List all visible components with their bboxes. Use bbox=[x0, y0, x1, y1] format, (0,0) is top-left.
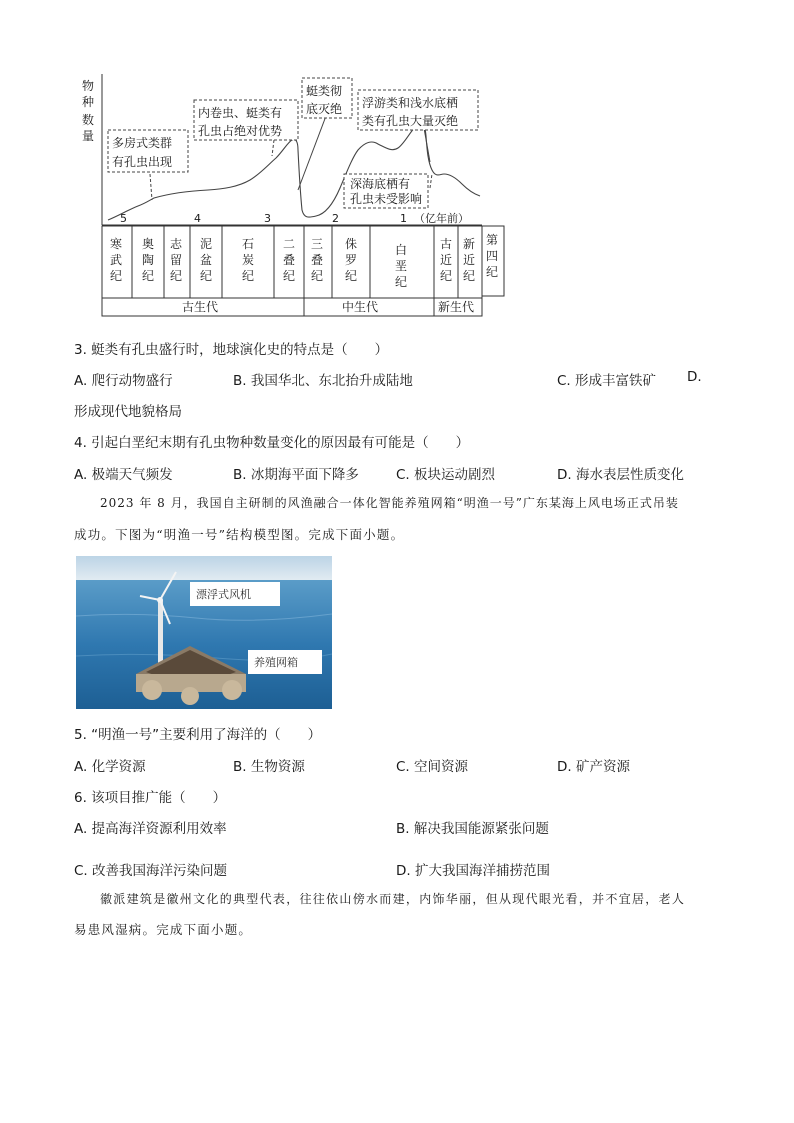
svg-text:志: 志 bbox=[170, 237, 183, 251]
q6-option-b[interactable]: B. 解决我国能源紧张问题 bbox=[396, 821, 549, 837]
tick-5: 5 bbox=[120, 212, 127, 225]
svg-text:近: 近 bbox=[463, 253, 476, 267]
annotation-deep-sea bbox=[344, 174, 428, 208]
y-axis-label-2: 种 bbox=[82, 95, 95, 109]
mingyu-photo bbox=[76, 556, 332, 709]
sky bbox=[76, 556, 332, 582]
svg-text:炭: 炭 bbox=[242, 253, 255, 267]
q5-option-d[interactable]: D. 矿产资源 bbox=[557, 759, 630, 775]
annotation-deep-sea-line1: 深海底栖有 bbox=[350, 177, 411, 191]
q5-stem: 5. “明渔一号”主要利用了海洋的（ ） bbox=[74, 727, 322, 743]
svg-text:寒: 寒 bbox=[110, 237, 123, 251]
annotation-fusulinid-dominant-line2: 孔虫占绝对优势 bbox=[198, 124, 283, 138]
y-axis-label-3: 数 bbox=[82, 113, 95, 127]
svg-text:第: 第 bbox=[486, 233, 499, 247]
svg-text:近: 近 bbox=[440, 253, 453, 267]
svg-text:垩: 垩 bbox=[395, 259, 408, 273]
period-triassic bbox=[311, 237, 323, 283]
annotation-fusulinid-extinct bbox=[302, 78, 352, 118]
annotation-fusulinid-extinct-line2: 底灭绝 bbox=[306, 102, 343, 116]
q3-stem: 3. 蜓类有孔虫盛行时，地球演化史的特点是（ ） bbox=[74, 342, 389, 358]
svg-text:奥: 奥 bbox=[142, 237, 155, 251]
era-cenozoic: 新生代 bbox=[438, 300, 475, 314]
q4-option-b[interactable]: B. 冰期海平面下降多 bbox=[233, 467, 359, 483]
annotation-fusulinid-dominant bbox=[194, 100, 298, 140]
svg-text:纪: 纪 bbox=[345, 269, 358, 283]
svg-text:叠: 叠 bbox=[311, 253, 324, 267]
passage1-line1: 2023 年 8 月，我国自主研制的风渔融合一体化智能养殖网箱“明渔一号”广东某海上风电场正式吊装 bbox=[100, 496, 679, 510]
era-paleozoic: 古生代 bbox=[182, 300, 219, 314]
svg-text:叠: 叠 bbox=[283, 253, 296, 267]
passage2-line2: 易患风湿病。完成下面小题。 bbox=[74, 922, 253, 937]
q4-option-d[interactable]: D. 海水表层性质变化 bbox=[557, 467, 684, 483]
q3-option-b[interactable]: B. 我国华北、东北抬升成陆地 bbox=[233, 373, 413, 389]
svg-text:侏: 侏 bbox=[345, 237, 358, 251]
svg-text:纪: 纪 bbox=[170, 269, 183, 283]
svg-text:二: 二 bbox=[283, 237, 296, 251]
q3-option-d[interactable]: D. bbox=[687, 369, 702, 385]
q3-option-c[interactable]: C. 形成丰富铁矿 bbox=[557, 373, 657, 389]
period-jurassic bbox=[345, 236, 357, 283]
period-paleogene bbox=[440, 236, 452, 283]
period-devonian bbox=[200, 237, 212, 283]
q6-option-a[interactable]: A. 提高海洋资源利用效率 bbox=[74, 821, 227, 837]
turbine-label: 漂浮式风机 bbox=[196, 588, 251, 601]
q6-option-d[interactable]: D. 扩大我国海洋捕捞范围 bbox=[396, 863, 550, 879]
period-neogene bbox=[463, 237, 475, 283]
period-carboniferous bbox=[242, 237, 254, 283]
annotation-fusulinid-extinct-line1: 蜓类彻 bbox=[306, 84, 343, 98]
svg-text:古: 古 bbox=[440, 237, 453, 251]
connector-extinction bbox=[298, 116, 326, 190]
tick-2: 2 bbox=[332, 212, 339, 225]
connector-permian bbox=[272, 140, 274, 156]
svg-text:纪: 纪 bbox=[311, 269, 324, 283]
svg-text:留: 留 bbox=[170, 253, 183, 267]
passage1-line2: 成功。下图为“明渔一号”结构模型图。完成下面小题。 bbox=[74, 527, 405, 542]
period-cambrian bbox=[110, 236, 122, 283]
q3-option-a[interactable]: A. 爬行动物盛行 bbox=[74, 373, 173, 389]
svg-text:白: 白 bbox=[395, 243, 408, 257]
annotation-deep-sea-line2: 孔虫未受影响 bbox=[350, 192, 423, 206]
x-axis-unit: （亿年前） bbox=[414, 212, 469, 225]
period-cretaceous bbox=[395, 243, 407, 289]
svg-text:盆: 盆 bbox=[200, 253, 213, 267]
svg-text:纪: 纪 bbox=[463, 269, 476, 283]
q6-stem: 6. 该项目推广能（ ） bbox=[74, 790, 227, 806]
tick-1: 1 bbox=[400, 212, 407, 225]
svg-text:纪: 纪 bbox=[283, 269, 296, 283]
q4-option-c[interactable]: C. 板块运动剧烈 bbox=[396, 467, 496, 483]
annotation-planktonic-extinct-line1: 浮游类和浅水底栖 bbox=[362, 96, 459, 110]
q5-option-c[interactable]: C. 空间资源 bbox=[396, 759, 469, 775]
q6-option-c[interactable]: C. 改善我国海洋污染问题 bbox=[74, 863, 228, 879]
svg-text:泥: 泥 bbox=[200, 237, 213, 251]
q5-option-b[interactable]: B. 生物资源 bbox=[233, 759, 305, 775]
annotation-multi-chamber-line2: 有孔虫出现 bbox=[112, 155, 173, 169]
svg-text:纪: 纪 bbox=[110, 269, 123, 283]
connector-cretaceous bbox=[424, 128, 430, 162]
q4-option-a[interactable]: A. 极端天气频发 bbox=[74, 467, 173, 483]
svg-text:纪: 纪 bbox=[440, 269, 453, 283]
tick-4: 4 bbox=[194, 212, 201, 225]
period-quaternary bbox=[486, 233, 498, 279]
passage2-line1: 徽派建筑是徽州文化的典型代表，往往依山傍水而建，内饰华丽，但从现代眼光看，并不宜居，老人 bbox=[100, 892, 686, 906]
q3-option-d-text[interactable]: 形成现代地貌格局 bbox=[74, 404, 182, 420]
annotation-multi-chamber bbox=[108, 130, 188, 172]
svg-text:纪: 纪 bbox=[200, 269, 213, 283]
tick-3: 3 bbox=[264, 212, 271, 225]
svg-text:罗: 罗 bbox=[345, 253, 358, 267]
era-mesozoic: 中生代 bbox=[342, 300, 379, 314]
svg-text:纪: 纪 bbox=[242, 269, 255, 283]
svg-text:新: 新 bbox=[463, 237, 476, 251]
y-axis-label-1: 物 bbox=[82, 79, 95, 93]
period-permian bbox=[283, 237, 295, 283]
svg-text:陶: 陶 bbox=[142, 253, 155, 267]
connector-ordovician bbox=[150, 174, 152, 200]
svg-text:纪: 纪 bbox=[142, 269, 155, 283]
svg-text:三: 三 bbox=[311, 237, 324, 251]
y-axis-label-4: 量 bbox=[82, 129, 95, 143]
annotation-planktonic-extinct-line2: 类有孔虫大量灭绝 bbox=[362, 114, 459, 128]
annotation-planktonic-extinct bbox=[358, 90, 478, 130]
foraminifera-chart bbox=[78, 70, 508, 320]
annotation-multi-chamber-line1: 多房式类群 bbox=[112, 136, 173, 150]
svg-text:四: 四 bbox=[486, 249, 499, 263]
q4-stem: 4. 引起白垩纪末期有孔虫物种数量变化的原因最有可能是（ ） bbox=[74, 435, 470, 451]
svg-text:纪: 纪 bbox=[395, 275, 408, 289]
cage-label: 养殖网箱 bbox=[254, 656, 298, 669]
svg-text:武: 武 bbox=[110, 253, 123, 267]
annotation-fusulinid-dominant-line1: 内卷虫、蜓类有 bbox=[198, 106, 283, 120]
period-silurian bbox=[170, 236, 183, 283]
svg-text:纪: 纪 bbox=[486, 265, 499, 279]
svg-text:石: 石 bbox=[242, 237, 255, 251]
period-ordovician bbox=[142, 236, 154, 283]
q5-option-a[interactable]: A. 化学资源 bbox=[74, 759, 146, 775]
connector-deep-sea bbox=[430, 174, 432, 188]
